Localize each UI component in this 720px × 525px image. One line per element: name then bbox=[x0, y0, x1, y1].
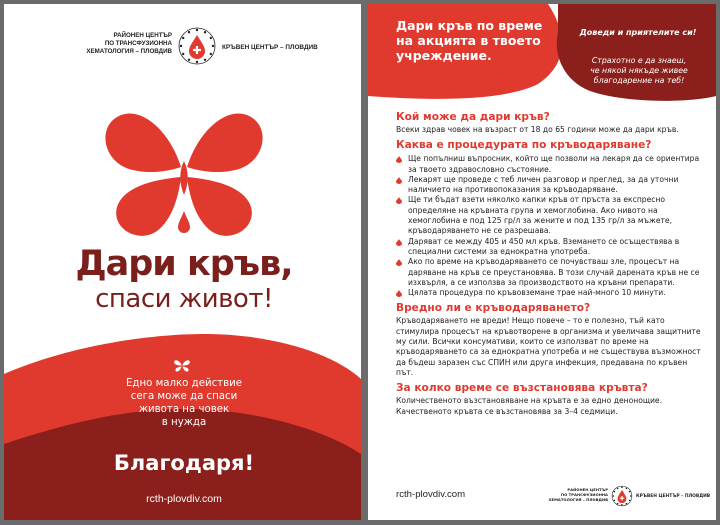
flyer-front bbox=[4, 4, 361, 520]
list-item bbox=[396, 195, 701, 236]
faq-content bbox=[396, 107, 701, 417]
list-item-text: Ще ти бъдат взети няколко капки кръв от пръста за експресно определяне на кръвната група и хемоглобина. Ако нивото на хемоглобина е под 125 гр/л за жените и под 135 гр/л за мъжете, кръводаряването не се разрешава. bbox=[408, 195, 673, 236]
blood-drop-bullet-icon bbox=[396, 177, 402, 184]
faq-answer: Кръводаряването не вреди! Нещо повече – то е полезно, тъй като стимулира процесът на кръвотворене в организма и увеличава защитните му сили. Всички консумативи, които се използват по време на кръводаряването са за еднократна употреба и не съществува възможност да бъдеш заразен със СПИН или друга инфекция, предавана по кръвен път. bbox=[396, 316, 701, 377]
organization-logo-small bbox=[533, 484, 713, 510]
logo-org-name: РАЙОНЕН ЦЕНТЪР ПО ТРАНСФУЗИОННА ХЕМАТОЛОГИЯ – ПЛОВДИВ bbox=[548, 487, 608, 502]
faq-question: Кой може да дари кръв? bbox=[396, 111, 550, 123]
blood-drop-bullet-icon bbox=[396, 156, 402, 163]
list-item bbox=[396, 175, 701, 196]
list-item bbox=[396, 237, 701, 258]
blood-drop-bullet-icon bbox=[396, 239, 402, 246]
faq-answer: Всеки здрав човек на възраст от 18 до 65 години може да дари кръв. bbox=[396, 125, 679, 134]
promo-message: Страхотно е да знаеш, че някой някъде живее благодарение на теб! bbox=[590, 56, 688, 85]
tagline: Едно малко действие сега може да спаси живота на човек в нужда bbox=[125, 378, 243, 428]
thanks-text: Благодаря! bbox=[113, 451, 255, 475]
headline: Дари кръв, bbox=[75, 244, 293, 284]
list-item-text: Лекарят ще проведе с теб личен разговор и преглед, за да уточни наличието на противопоказания за кръводаряване. bbox=[408, 174, 679, 195]
organization-logo bbox=[64, 24, 319, 72]
list-item bbox=[396, 257, 701, 288]
faq-question: Каква е процедурата по кръводаряване? bbox=[396, 139, 652, 152]
blood-drop-emblem-icon bbox=[611, 485, 633, 507]
heart-butterfly-icon bbox=[99, 99, 269, 249]
list-item-text: Даряват се между 405 и 450 мл кръв. Вземането се осъществява в специални системи за еднократна употреба. bbox=[408, 236, 680, 256]
right-title: Дари кръв по време на акцията в твоето учреждение. bbox=[396, 18, 543, 63]
list-item bbox=[396, 288, 701, 298]
blood-drop-emblem-icon bbox=[177, 26, 217, 66]
faq-answer: Количественото възстановяване на кръвта е за едно денонощие. Качественото кръвта се възстановява за 3–4 седмици. bbox=[396, 396, 663, 416]
website-link[interactable]: rcth-plovdiv.com bbox=[146, 493, 222, 505]
list-item-text: Цялата процедура по кръвовземане трае най-много 10 минути. bbox=[408, 288, 666, 298]
logo-center-name: КРЪВЕН ЦЕНТЪР – ПЛОВДИВ bbox=[636, 494, 711, 499]
logo-org-name: РАЙОНЕН ЦЕНТЪР ПО ТРАНСФУЗИОННА ХЕМАТОЛОГИЯ – ПЛОВДИВ bbox=[86, 32, 172, 55]
faq-question: Вредно ли е кръводаряването? bbox=[396, 302, 591, 315]
blood-drop-bullet-icon bbox=[396, 259, 402, 266]
flyer-back bbox=[368, 4, 716, 520]
list-item-text: Ще попълниш въпросник, който ще позволи на лекаря да се ориентира за твоето здравословно състояние. bbox=[408, 154, 700, 174]
subheadline: спаси живот! bbox=[95, 284, 273, 314]
blood-drop-bullet-icon bbox=[396, 197, 402, 204]
list-item-text: Ако по време на кръводаряването се почувстваш зле, процесът на даряване на кръв се преустановява. В този случай дарената кръв не се изхвърля, а се използва за производството на кръвни препарати. bbox=[408, 257, 700, 287]
promo-bring-friends: Доведи и приятелите си! bbox=[579, 28, 697, 37]
list-item bbox=[396, 154, 701, 175]
procedure-list bbox=[396, 154, 701, 298]
logo-center-name: КРЪВЕН ЦЕНТЪР – ПЛОВДИВ bbox=[222, 44, 318, 51]
website-link[interactable]: rcth-plovdiv.com bbox=[396, 489, 466, 500]
faq-question: За колко време се възстановява кръвта? bbox=[396, 382, 648, 395]
small-butterfly-icon bbox=[173, 359, 191, 373]
blood-drop-bullet-icon bbox=[396, 290, 402, 297]
